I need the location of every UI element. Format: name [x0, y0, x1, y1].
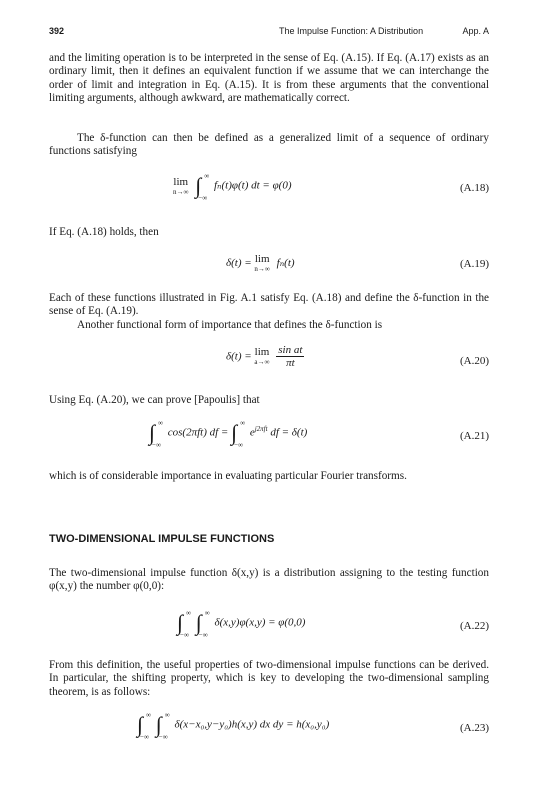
equation-body: δ(x−x₀,y−y₀)h(x,y) dx dy = h(x₀,y₀) — [174, 718, 330, 731]
running-header — [49, 26, 489, 40]
equation-cosine-term: cos(2πft) df = — [167, 426, 229, 439]
integral-lower-limit: −∞ — [234, 441, 244, 449]
equation-number: (A.21) — [459, 430, 489, 442]
equation-lhs: δ(t) = — [226, 257, 252, 270]
integral-upper-limit: ∞ — [164, 711, 170, 719]
integral-sign: ∫ ∞ −∞ — [195, 609, 210, 639]
exponential-exponent: j2πft — [254, 424, 268, 433]
lim-text: lim — [254, 346, 270, 358]
integral-upper-limit: ∞ — [186, 609, 191, 617]
equation-a20 — [49, 344, 489, 374]
paragraph-limiting-operation: and the limiting operation is to be interpreted in the sense of Eq. (A.15). If Eq. (A.17) exists as an ordinary limit, then it defines an equivalent function if we assume that we can interchange the order of limit and integration in Eq. (A.15). It is from these arguments that the conventional limiting arguments, although awkward, are mathematically correct. — [49, 52, 489, 104]
paragraph-if-holds: If Eq. (A.18) holds, then — [49, 226, 159, 238]
integral-upper-limit: ∞ — [204, 172, 210, 180]
paragraph-two-dimensional: The two-dimensional impulse function δ(x,y) is a distribution assigning to the testing function φ(x,y) the number φ(0,0): — [49, 567, 489, 593]
integral-lower-limit: −∞ — [180, 631, 189, 639]
integral-lower-limit: −∞ — [158, 733, 168, 741]
integral-sign: ∫ ∞ −∞ — [177, 609, 191, 639]
paragraph-fourier: which is of considerable importance in evaluating particular Fourier transforms. — [49, 470, 407, 482]
fraction-numerator: sin at — [278, 344, 303, 356]
limit-operator — [254, 254, 270, 273]
running-title: The Impulse Function: A Distribution — [279, 26, 424, 36]
paragraph-delta-definition: The δ-function can then be defined as a generalized limit of a sequence of ordinary functions satisfying — [49, 132, 489, 158]
equation-result: df = δ(t) — [270, 426, 308, 439]
integral-upper-limit: ∞ — [158, 419, 163, 427]
equation-a22 — [49, 609, 489, 643]
page-number: 392 — [49, 26, 65, 36]
lim-subscript: a→∞ — [254, 358, 270, 366]
integral-lower-limit: −∞ — [198, 631, 208, 639]
integral-sign: ∫ ∞ −∞ — [137, 711, 151, 741]
integral-lower-limit: −∞ — [198, 194, 208, 202]
equation-lhs: δ(t) = — [226, 350, 252, 363]
integral-sign: ∫ ∞ −∞ — [231, 419, 246, 449]
equation-number: (A.23) — [459, 722, 489, 734]
paragraph-properties: From this definition, the useful properties of two-dimensional impulse functions can be derived. In particular, the shifting property, which is key to developing the two-dimensional sampling theorem, is as follows: — [49, 659, 489, 698]
equation-body: fₙ(t) — [276, 257, 295, 270]
integral-sign: ∫ ∞ −∞ — [195, 172, 210, 202]
equation-number: (A.20) — [459, 355, 489, 367]
paragraph-another-form: Another functional form of importance that defines the δ-function is — [77, 319, 383, 331]
equation-number: (A.18) — [459, 182, 489, 194]
integral-sign: ∫ ∞ −∞ — [155, 711, 170, 741]
fraction — [276, 344, 304, 369]
equation-a18 — [49, 172, 489, 206]
lim-subscript: n→∞ — [254, 265, 270, 273]
exponential-base: e — [249, 426, 255, 439]
equation-number: (A.22) — [459, 620, 489, 632]
limit-operator — [254, 347, 269, 366]
fraction-denominator: πt — [286, 357, 295, 369]
equation-number: (A.19) — [459, 258, 489, 270]
integral-lower-limit: −∞ — [152, 441, 161, 449]
integral-sign: ∫ ∞ −∞ — [149, 419, 163, 449]
integral-upper-limit: ∞ — [146, 711, 151, 719]
paragraph-papoulis: Using Eq. (A.20), we can prove [Papoulis] that — [49, 394, 260, 406]
lim-text: lim — [173, 175, 189, 188]
integral-upper-limit: ∞ — [240, 419, 246, 427]
paragraph-fig-a1: Each of these functions illustrated in Fig. A.1 satisfy Eq. (A.18) and define the δ-function in the sense of Eq. (A.19). — [49, 292, 489, 318]
equation-body: δ(x,y)φ(x,y) = φ(0,0) — [214, 616, 306, 629]
lim-text: lim — [254, 253, 270, 265]
lim-subscript: n→∞ — [173, 187, 189, 196]
equation-body: fₙ(t)φ(t) dt = φ(0) — [214, 179, 292, 192]
integral-upper-limit: ∞ — [204, 609, 210, 617]
equation-a19 — [49, 254, 489, 284]
equation-a21 — [49, 419, 489, 453]
integral-lower-limit: −∞ — [140, 733, 149, 741]
appendix-label: App. A — [462, 26, 489, 36]
limit-operator — [173, 177, 189, 196]
equation-a23 — [49, 711, 489, 745]
section-heading: TWO-DIMENSIONAL IMPULSE FUNCTIONS — [49, 533, 275, 545]
